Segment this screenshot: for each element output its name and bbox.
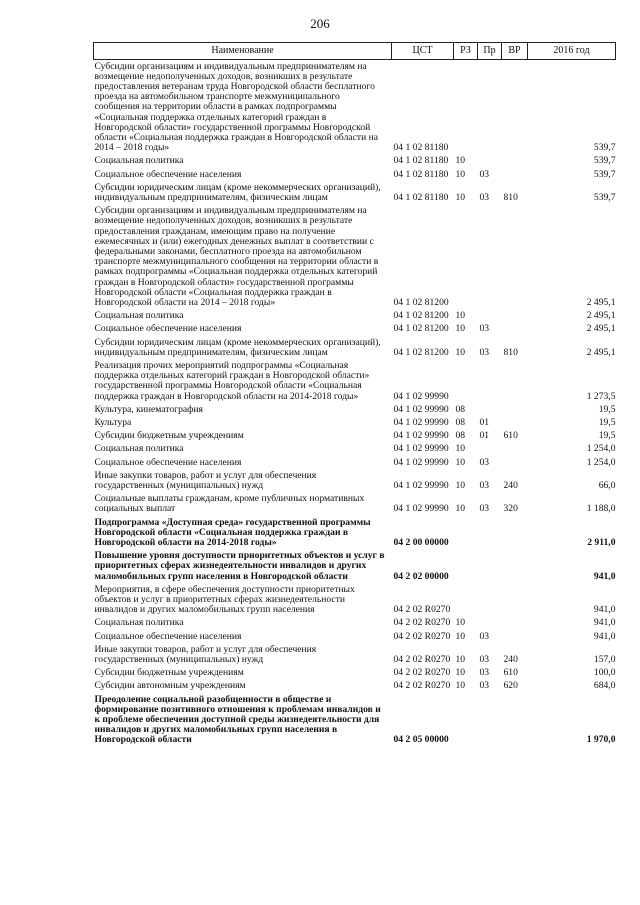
row-amount-cell: 941,0 <box>593 630 616 642</box>
row-pr-cell <box>478 443 502 456</box>
column-header-name: Наименование <box>94 43 392 60</box>
row-cst-cell: 04 2 02 R0270 <box>393 617 451 629</box>
row-cst-cell: 04 1 02 99990 <box>393 456 449 468</box>
row-amount-cell: 157,0 <box>593 654 616 666</box>
row-vr-cell <box>502 323 528 336</box>
row-vr-cell: 610 <box>503 667 518 679</box>
row-vr-cell <box>502 359 528 403</box>
row-amount-cell: 539,7 <box>593 168 616 180</box>
row-rz-cell: 10 <box>455 456 466 468</box>
row-pr-cell: 01 <box>479 417 490 428</box>
row-pr-cell: 03 <box>479 191 490 203</box>
row-cst-cell: 04 1 02 81200 <box>393 346 449 358</box>
row-amount-cell: 1 273,5 <box>586 390 616 402</box>
row-pr-cell: 03 <box>479 168 490 180</box>
row-rz-cell: 10 <box>455 168 466 180</box>
row-cst-cell: 04 2 02 R0270 <box>393 680 451 692</box>
row-rz-cell: 10 <box>455 680 466 692</box>
row-rz-cell: 10 <box>455 191 466 203</box>
row-cst-cell: 04 1 02 81180 <box>393 142 449 154</box>
row-vr-cell: 240 <box>503 480 518 492</box>
row-amount-cell: 2 495,1 <box>586 310 616 322</box>
row-cst-cell: 04 1 02 81180 <box>393 191 449 203</box>
row-name-cell: Субсидии юридическим лицам (кроме некоммерческих организаций), индивидуальным предпринимателям, физическим лицам <box>94 181 381 203</box>
row-vr-cell <box>502 205 528 310</box>
row-vr-cell: 240 <box>503 654 518 666</box>
row-cst-cell: 04 1 02 81180 <box>393 155 449 167</box>
row-amount-cell: 539,7 <box>593 142 616 154</box>
table-row <box>94 168 616 181</box>
row-rz-cell: 10 <box>455 480 466 492</box>
table-row <box>94 443 616 456</box>
row-vr-cell <box>502 516 528 550</box>
row-vr-cell: 320 <box>503 503 518 515</box>
row-amount-cell: 1 970,0 <box>586 734 616 746</box>
row-rz-cell: 10 <box>455 667 466 679</box>
table-row <box>94 667 616 680</box>
row-vr-cell <box>502 456 528 469</box>
row-amount-cell: 100,0 <box>593 667 616 679</box>
row-pr-cell <box>478 550 502 584</box>
table-row <box>94 181 616 204</box>
row-name-cell: Социальная политика <box>94 310 184 322</box>
table-row <box>94 693 616 747</box>
row-name-cell: Культура <box>94 417 132 428</box>
row-rz-cell: 10 <box>455 617 466 629</box>
row-vr-cell <box>502 617 528 630</box>
row-pr-cell <box>478 693 502 747</box>
row-name-cell: Социальное обеспечение населения <box>94 630 242 642</box>
row-vr-cell <box>502 155 528 168</box>
page-number: 206 <box>310 16 330 31</box>
row-pr-cell: 03 <box>479 654 490 666</box>
row-cst-cell: 04 1 02 99990 <box>393 403 449 415</box>
row-amount-cell: 19,5 <box>598 430 616 442</box>
table-row <box>94 403 616 416</box>
table-header <box>94 43 616 60</box>
row-amount-cell: 684,0 <box>593 680 616 692</box>
row-rz-cell <box>454 583 478 617</box>
row-rz-cell: 10 <box>455 346 466 358</box>
row-name-cell: Подпрограмма «Доступная среда» государственной программы Новгородской области «Социальная поддержка граждан в Новгородской области на 2014-2018 годы» <box>94 516 371 549</box>
row-pr-cell <box>478 205 502 310</box>
row-name-cell: Культура, кинематография <box>94 403 203 415</box>
table-body <box>94 60 616 748</box>
table-row <box>94 430 616 443</box>
row-rz-cell: 10 <box>455 443 466 455</box>
row-rz-cell <box>454 359 478 403</box>
table-row <box>94 550 616 584</box>
row-vr-cell <box>502 417 528 430</box>
row-pr-cell: 03 <box>479 667 490 679</box>
table-row <box>94 643 616 666</box>
table-row <box>94 469 616 492</box>
row-cst-cell: 04 1 02 81200 <box>393 296 449 308</box>
row-vr-cell <box>502 693 528 747</box>
row-amount-cell: 66,0 <box>598 480 616 492</box>
row-name-cell: Субсидии организациям и индивидуальным предпринимателям на возмещение недополученных доходов, возникших в результате предоставления ветеранам труда Новгородской области бесплатного проезда на автомобильном транспорте межмуниципального сообщения на территории области в рамках подпрограммы «Социальная поддержка отдельных категорий граждан в Новгородской области» государственной программы Новгородской области «Социальная поддержка граждан в Новгородской области на 2014 – 2018 годы» <box>94 60 378 154</box>
row-name-cell: Социальная политика <box>94 443 184 455</box>
row-pr-cell: 03 <box>479 323 490 335</box>
row-rz-cell: 08 <box>455 430 466 442</box>
table-row <box>94 417 616 430</box>
row-pr-cell: 01 <box>479 430 490 442</box>
row-rz-cell: 08 <box>455 403 466 415</box>
table-row <box>94 516 616 550</box>
row-rz-cell: 10 <box>455 310 466 322</box>
row-cst-cell: 04 2 02 R0270 <box>393 604 451 616</box>
row-name-cell: Социальные выплаты гражданам, кроме публичных нормативных социальных выплат <box>94 493 365 515</box>
row-pr-cell <box>478 310 502 323</box>
row-rz-cell: 10 <box>455 323 466 335</box>
row-rz-cell: 08 <box>455 417 466 428</box>
row-name-cell: Мероприятия, в сфере обеспечения доступности приоритетных объектов и услуг в приоритетных сферах жизнедеятельности инвалидов и других маломобильных групп населения <box>94 583 355 616</box>
row-amount-cell: 19,5 <box>598 417 616 428</box>
row-cst-cell: 04 2 02 R0270 <box>393 654 451 666</box>
column-header-pr: Пр <box>478 43 502 60</box>
table-row <box>94 493 616 516</box>
row-amount-cell: 941,0 <box>593 570 616 582</box>
row-pr-cell <box>478 583 502 617</box>
table-row <box>94 310 616 323</box>
row-amount-cell: 1 254,0 <box>586 443 616 455</box>
row-pr-cell: 03 <box>479 346 490 358</box>
row-name-cell: Социальное обеспечение населения <box>94 323 242 335</box>
row-name-cell: Иные закупки товаров, работ и услуг для обеспечения государственных (муниципальных) нужд <box>94 643 317 666</box>
row-cst-cell: 04 1 02 99990 <box>393 417 449 428</box>
row-rz-cell: 10 <box>455 630 466 642</box>
row-vr-cell: 810 <box>503 191 518 203</box>
row-amount-cell: 2 495,1 <box>586 323 616 335</box>
row-amount-cell: 2 495,1 <box>586 346 616 358</box>
column-header-year: 2016 год <box>528 43 616 60</box>
row-pr-cell <box>478 155 502 168</box>
row-rz-cell <box>454 550 478 584</box>
row-name-cell: Преодоление социальной разобщенности в обществе и формирование позитивного отношения к проблемам инвалидов и к проблеме обеспечения доступной среды жизнедеятельности для инвалидов и других маломобильных групп населения в Новгородской области <box>94 693 381 746</box>
row-cst-cell: 04 1 02 99990 <box>393 430 449 442</box>
row-name-cell: Субсидии автономным учреждениям <box>94 680 246 692</box>
table-row <box>94 583 616 617</box>
row-amount-cell: 539,7 <box>593 155 616 167</box>
row-pr-cell: 03 <box>479 456 490 468</box>
row-amount-cell: 941,0 <box>593 617 616 629</box>
row-vr-cell: 810 <box>503 346 518 358</box>
row-pr-cell: 03 <box>479 503 490 515</box>
budget-table <box>93 42 616 747</box>
row-name-cell: Социальное обеспечение населения <box>94 168 242 180</box>
row-pr-cell: 03 <box>479 680 490 692</box>
row-name-cell: Иные закупки товаров, работ и услуг для обеспечения государственных (муниципальных) нужд <box>94 469 317 492</box>
row-cst-cell: 04 2 02 R0270 <box>393 667 451 679</box>
row-pr-cell <box>478 617 502 630</box>
row-pr-cell <box>478 516 502 550</box>
row-cst-cell: 04 2 00 00000 <box>393 537 449 549</box>
row-vr-cell <box>502 630 528 643</box>
table-row <box>94 456 616 469</box>
column-header-rz: РЗ <box>454 43 478 60</box>
row-rz-cell <box>454 516 478 550</box>
row-amount-cell: 19,5 <box>598 403 616 415</box>
row-rz-cell <box>454 60 478 155</box>
row-amount-cell: 2 495,1 <box>586 296 616 308</box>
table-row <box>94 205 616 310</box>
table-row <box>94 323 616 336</box>
column-header-cst: ЦСТ <box>392 43 454 60</box>
row-amount-cell: 2 911,0 <box>587 537 616 549</box>
row-vr-cell <box>502 583 528 617</box>
row-cst-cell: 04 1 02 99990 <box>393 480 449 492</box>
row-amount-cell: 941,0 <box>593 604 616 616</box>
row-cst-cell: 04 1 02 99990 <box>393 503 449 515</box>
row-cst-cell: 04 1 02 81200 <box>393 323 449 335</box>
row-name-cell: Повышение уровня доступности приоритетных объектов и услуг в приоритетных сферах жизнедеятельности инвалидов и других маломобильных групп населения в Новгородской области <box>94 550 385 582</box>
table-row <box>94 630 616 643</box>
row-cst-cell: 04 1 02 81200 <box>393 310 449 322</box>
row-vr-cell: 620 <box>503 680 518 692</box>
table-row <box>94 336 616 359</box>
row-vr-cell <box>502 168 528 181</box>
row-name-cell: Субсидии юридическим лицам (кроме некоммерческих организаций), индивидуальным предпринимателям, физическим лицам <box>94 336 381 358</box>
column-header-vr: ВР <box>502 43 528 60</box>
row-vr-cell <box>502 60 528 155</box>
row-vr-cell <box>502 443 528 456</box>
row-name-cell: Реализация прочих мероприятий подпрограммы «Социальная поддержка отдельных категорий граждан в Новгородской области» государственной программы Новгородской области «Социальная поддержка граждан в Новгородской области на 2014-2018 годы» <box>94 359 370 402</box>
table-row <box>94 359 616 403</box>
row-name-cell: Субсидии бюджетным учреждениям <box>94 667 244 679</box>
table-row <box>94 617 616 630</box>
row-rz-cell: 10 <box>455 155 466 167</box>
table-row <box>94 155 616 168</box>
row-amount-cell: 1 188,0 <box>586 503 616 515</box>
table-row <box>94 60 616 155</box>
row-vr-cell <box>502 310 528 323</box>
table-row <box>94 680 616 693</box>
row-pr-cell: 03 <box>479 630 490 642</box>
row-name-cell: Социальная политика <box>94 617 184 629</box>
row-cst-cell: 04 1 02 99990 <box>393 390 449 402</box>
row-rz-cell: 10 <box>455 654 466 666</box>
row-name-cell: Субсидии организациям и индивидуальным предпринимателям на возмещение недополученных доходов, возникших в результате предоставления гражданам, имеющим право на получение ежемесячных и (или) ежегодных денежных выплат в соответствии с федеральными законами, бесплатного проезда на автомобильном транспорте межмуниципального сообщения на территории области в рамках подпрограммы «Социальная поддержка отдельных категорий граждан в Новгородской области» государственной программы Новгородской области «Социальная поддержка граждан в Новгородской области на 2014 – 2018 годы» <box>94 205 379 308</box>
row-cst-cell: 04 1 02 99990 <box>393 443 449 455</box>
row-pr-cell <box>478 359 502 403</box>
row-rz-cell: 10 <box>455 503 466 515</box>
row-vr-cell: 610 <box>503 430 518 442</box>
row-pr-cell <box>478 403 502 416</box>
row-rz-cell <box>454 693 478 747</box>
row-amount-cell: 539,7 <box>593 191 616 203</box>
row-amount-cell: 1 254,0 <box>586 456 616 468</box>
row-name-cell: Социальное обеспечение населения <box>94 456 242 468</box>
row-pr-cell <box>478 60 502 155</box>
row-rz-cell <box>454 205 478 310</box>
row-cst-cell: 04 1 02 81180 <box>393 168 449 180</box>
row-pr-cell: 03 <box>479 480 490 492</box>
row-cst-cell: 04 2 02 R0270 <box>393 630 451 642</box>
row-vr-cell <box>502 550 528 584</box>
row-vr-cell <box>502 403 528 416</box>
row-cst-cell: 04 2 05 00000 <box>393 734 449 746</box>
row-name-cell: Социальная политика <box>94 155 184 167</box>
row-name-cell: Субсидии бюджетным учреждениям <box>94 430 244 442</box>
row-cst-cell: 04 2 02 00000 <box>393 570 449 582</box>
